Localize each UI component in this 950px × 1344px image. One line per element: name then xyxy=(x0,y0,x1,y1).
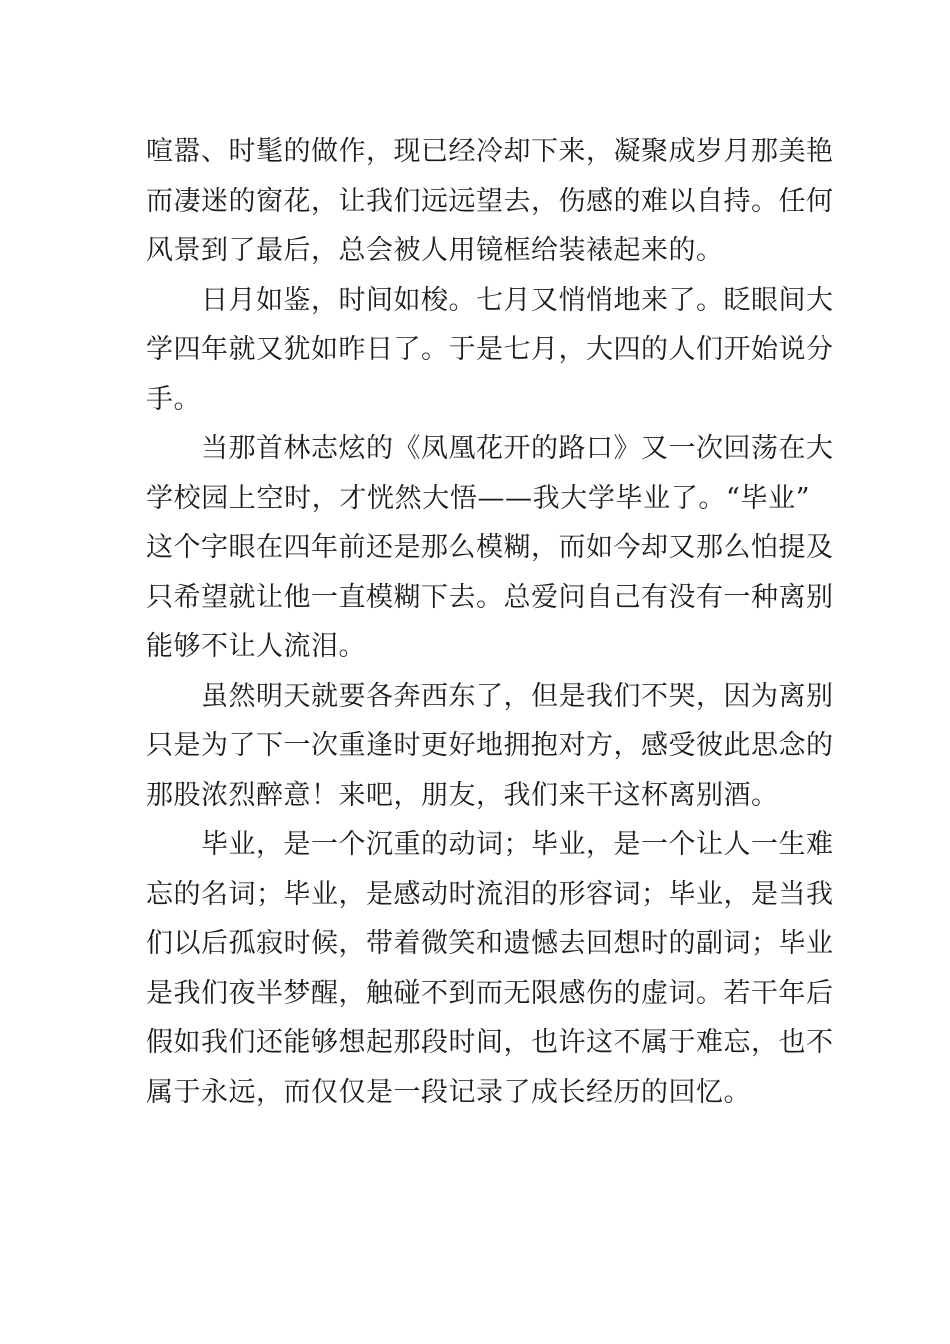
paragraph-5 xyxy=(146,820,834,1117)
text-line: 日月如鉴，时间如梭。七月又悄悄地来了。眨眼间大 xyxy=(201,284,834,316)
text-line: 假如我们还能够想起那段时间，也许这不属于难忘，也不 xyxy=(146,1027,834,1058)
text-line: 学校园上空时，才恍然大悟——我大学毕业了。“毕业” xyxy=(146,482,810,514)
text-line: 学四年就又犹如昨日了。于是七月，大四的人们开始说分 xyxy=(146,334,834,365)
text-line: 喧嚣、时髦的做作，现已经冷却下来，凝聚成岁月那美艳 xyxy=(146,136,834,167)
text-line: 能够不让人流泪。 xyxy=(146,631,366,662)
text-line: 是我们夜半梦醒，触碰不到而无限感伤的虚词。若干年后 xyxy=(146,977,834,1009)
text-line: 那股浓烈醉意！来吧，朋友，我们来干这杯离别酒。 xyxy=(146,779,779,811)
text-line: 只是为了下一次重逢时更好地拥抱对方，感受彼此思念的 xyxy=(146,730,834,761)
text-line: 这个字眼在四年前还是那么模糊，而如今却又那么怕提及 xyxy=(146,532,834,563)
text-line: 当那首林志炫的《凤凰花开的路口》又一次回荡在大 xyxy=(201,433,834,464)
text-line: 虽然明天就要各奔西东了，但是我们不哭，因为离别 xyxy=(201,680,834,712)
paragraph-4 xyxy=(146,672,834,821)
text-line: 风景到了最后，总会被人用镜框给装裱起来的。 xyxy=(146,235,724,266)
text-line: 忘的名词；毕业，是感动时流泪的形容词；毕业，是当我 xyxy=(146,878,834,910)
text-line: 只希望就让他一直模糊下去。总爱问自己有没有一种离别 xyxy=(146,581,834,613)
text-line: 属于永远，而仅仅是一段记录了成长经历的回忆。 xyxy=(146,1076,751,1108)
text-line: 们以后孤寂时候，带着微笑和遗憾去回想时的副词；毕业 xyxy=(146,928,834,959)
text-line: 手。 xyxy=(146,383,201,415)
document-body xyxy=(146,127,834,1117)
text-line: 毕业，是一个沉重的动词；毕业，是一个让人一生难 xyxy=(201,829,834,860)
paragraph-1 xyxy=(146,127,834,276)
text-line: 而凄迷的窗花，让我们远远望去，伤感的难以自持。任何 xyxy=(146,185,834,217)
paragraph-3 xyxy=(146,424,834,672)
paragraph-2 xyxy=(146,276,834,425)
